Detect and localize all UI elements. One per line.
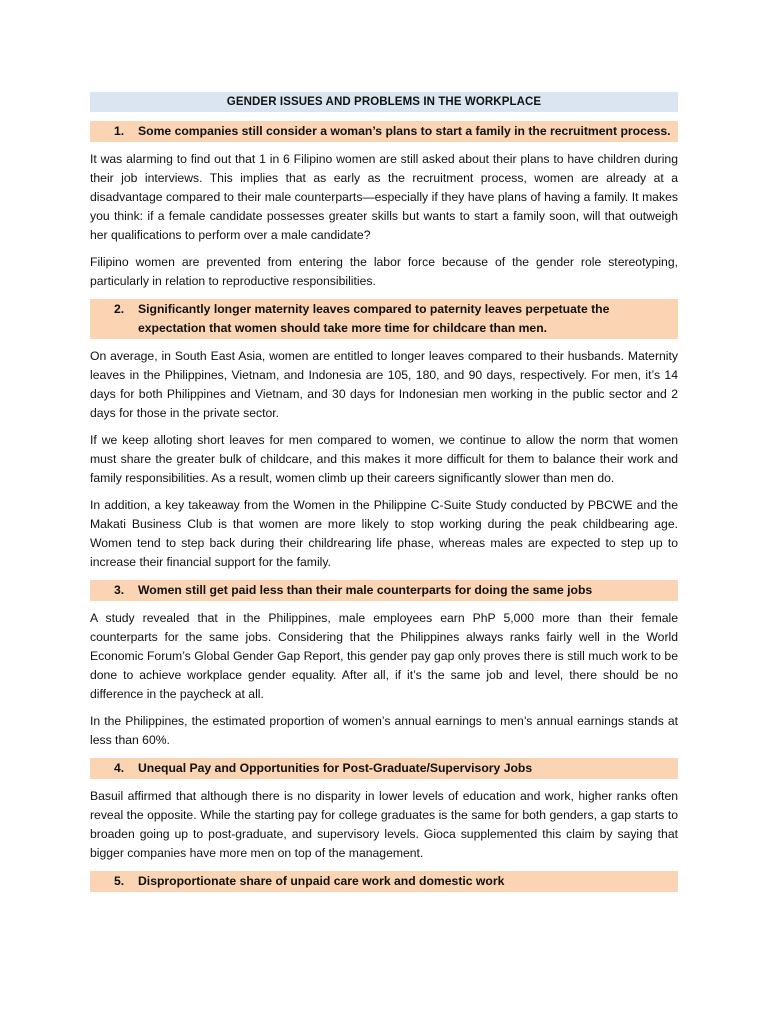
section-heading-1	[90, 121, 678, 142]
document-page	[90, 92, 678, 892]
section-heading-text: Some companies still consider a woman’s plans to start a family in the recruitment process.	[138, 124, 671, 138]
paragraph: It was alarming to find out that 1 in 6 Filipino women are still asked about their plans to have children during their job interviews. This implies that as early as the recruitment process, women are already at a disadvantage compared to their male counterparts—especially if they have plans of having a family. It makes you think: if a female candidate possesses greater skills but wants to start a family soon, will that outweigh her qualifications to perform over a male candidate?	[90, 152, 678, 242]
document-title: GENDER ISSUES AND PROBLEMS IN THE WORKPLACE	[90, 92, 678, 112]
section-number: 2.	[114, 302, 125, 316]
paragraph: A study revealed that in the Philippines, male employees earn PhP 5,000 more than their female counterparts for the same jobs. Considering that the Philippines always ranks fairly well in the World Economic Forum’s Global Gender Gap Report, this gender pay gap only proves there is still much work to be done to achieve workplace gender equality. After all, if it’s the same job and level, there should be no difference in the paycheck at all.	[90, 611, 678, 701]
section-heading-4	[90, 758, 678, 779]
section-number: 5.	[114, 874, 125, 888]
section-number: 3.	[114, 583, 125, 597]
section-number: 1.	[114, 124, 125, 138]
section-heading-2	[90, 299, 678, 339]
section-heading-text: Women still get paid less than their male counterparts for doing the same jobs	[138, 583, 593, 597]
section-heading-3	[90, 580, 678, 601]
section-heading-text: Significantly longer maternity leaves compared to paternity leaves perpetuate the expectation that women should take more time for childcare than men.	[138, 302, 610, 335]
paragraph: Basuil affirmed that although there is no disparity in lower levels of education and work, higher ranks often reveal the opposite. While the starting pay for college graduates is the same for both genders, a gap starts to broaden going up to post-graduate, and supervisory levels. Gioca supplemented this claim by saying that bigger companies have more men on top of the management.	[90, 789, 678, 860]
section-number: 4.	[114, 761, 125, 775]
paragraph: In addition, a key takeaway from the Women in the Philippine C-Suite Study conducted by PBCWE and the Makati Business Club is that women are more likely to stop working during the peak childbearing age. Women tend to step back during their childrearing life phase, whereas males are expected to step up to increase their financial support for the family.	[90, 498, 678, 569]
section-heading-5	[90, 871, 678, 892]
paragraph: In the Philippines, the estimated proportion of women’s annual earnings to men’s annual earnings stands at less than 60%.	[90, 714, 678, 747]
section-heading-text: Disproportionate share of unpaid care work and domestic work	[138, 874, 505, 888]
paragraph: On average, in South East Asia, women are entitled to longer leaves compared to their husbands. Maternity leaves in the Philippines, Vietnam, and Indonesia are 105, 180, and 90 days, respectively. For men, it’s 14 days for both Philippines and Vietnam, and 30 days for Indonesian men working in the public sector and 2 days for those in the private sector.	[90, 349, 678, 420]
section-heading-text: Unequal Pay and Opportunities for Post-Graduate/Supervisory Jobs	[138, 761, 533, 775]
paragraph: Filipino women are prevented from entering the labor force because of the gender role stereotyping, particularly in relation to reproductive responsibilities.	[90, 255, 678, 288]
paragraph: If we keep alloting short leaves for men compared to women, we continue to allow the norm that women must share the greater bulk of childcare, and this makes it more difficult for them to balance their work and family responsibilities. As a result, women climb up their careers significantly slower than men do.	[90, 433, 678, 485]
